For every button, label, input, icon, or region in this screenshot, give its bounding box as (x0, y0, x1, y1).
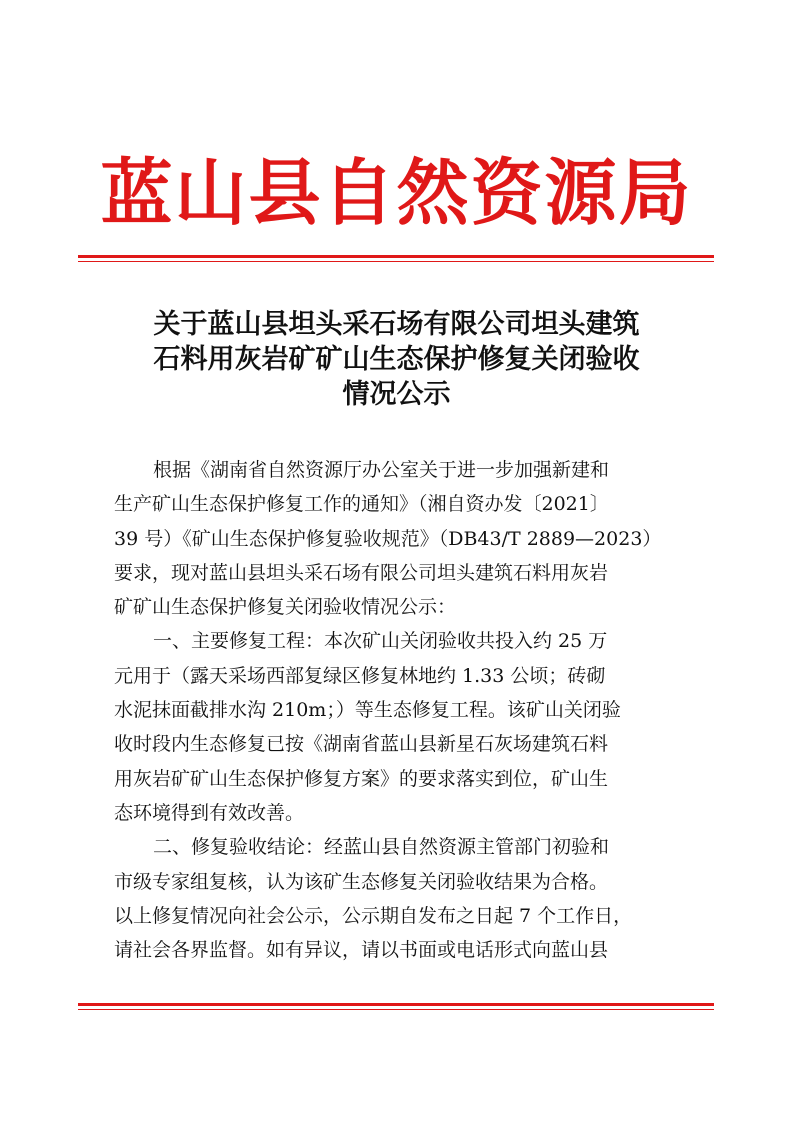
footer-divider-thick (78, 1003, 714, 1006)
footer-divider-thin (78, 1009, 714, 1010)
org-header: 蓝山县自然资源局 (100, 150, 693, 235)
body-line: 二、修复验收结论：经蓝山县自然资源主管部门初验和 (153, 836, 610, 859)
title-line: 关于蓝山县坦头采石场有限公司坦头建筑 (153, 309, 640, 340)
body-line: 要求，现对蓝山县坦头采石场有限公司坦头建筑石料用灰岩 (114, 561, 609, 584)
body-line: 收时段内生态修复已按《湖南省蓝山县新星石灰场建筑石料 (114, 733, 609, 756)
body-line: 以上修复情况向社会公示，公示期自发布之日起 7 个工作日， (114, 904, 633, 927)
header-divider-thick (78, 255, 714, 258)
header-divider (78, 255, 714, 262)
title-line: 情况公示 (342, 379, 451, 410)
document-title (110, 307, 683, 412)
body-line: 用灰岩矿矿山生态保护修复方案》的要求落实到位，矿山生 (114, 767, 609, 790)
body-line: 态环境得到有效改善。 (114, 801, 305, 824)
document-body (114, 453, 694, 967)
body-line: 元用于（露天采场西部复绿区修复林地约 1.33 公顷；砖砌 (114, 664, 606, 687)
body-line: 请社会各界监督。如有异议，请以书面或电话形式向蓝山县 (114, 939, 609, 962)
body-line: 水泥抹面截排水沟 210m；）等生态修复工程。该矿山关闭验 (114, 699, 621, 722)
title-line: 石料用灰岩矿矿山生态保护修复关闭验收 (153, 344, 640, 375)
header-divider-thin (78, 261, 714, 262)
body-line: 生产矿山生态保护修复工作的通知》（湘自资办发〔2021〕 (114, 493, 609, 516)
body-line: 矿矿山生态保护修复关闭验收情况公示： (114, 596, 457, 619)
body-line: 根据《湖南省自然资源厅办公室关于进一步加强新建和 (153, 459, 610, 481)
footer-divider (78, 1003, 714, 1010)
body-line: 39 号）《矿山生态保护修复验收规范》（DB43/T 2889—2023） (114, 527, 662, 550)
body-line: 市级专家组复核，认为该矿生态修复关闭验收结果为合格。 (114, 870, 609, 893)
body-line: 一、主要修复工程：本次矿山关闭验收共投入约 25 万 (153, 630, 608, 653)
